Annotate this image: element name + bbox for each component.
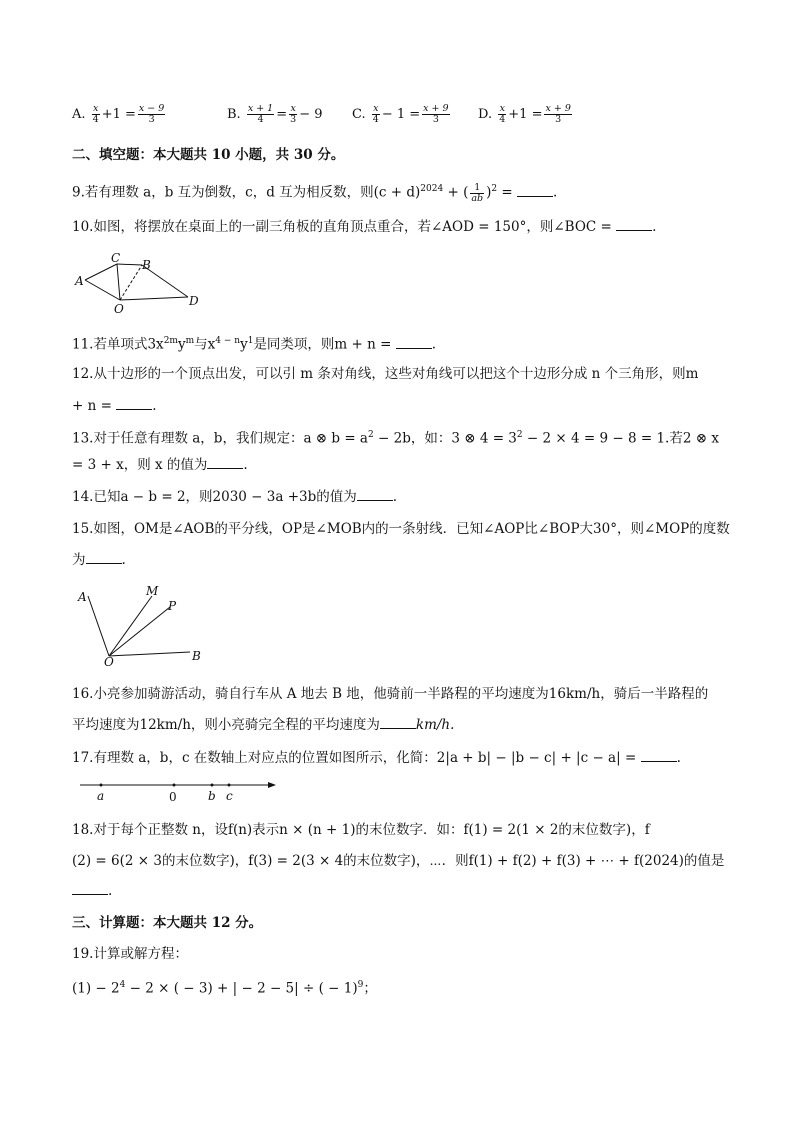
segment-AO	[85, 280, 120, 300]
fraction: $\frac{x + 1}{4}$	[247, 103, 274, 125]
answer-blank	[357, 488, 393, 501]
question-14: 14.已知a − b = 2，则2030 − 3a +3b的值为 .	[72, 489, 398, 505]
answer-blank	[116, 397, 152, 410]
question-12-line1: 12.从十边形的一个顶点出发，可以引 m 条对角线，这些对角线可以把这个十边形分成 n 个三角形，则m	[72, 366, 699, 382]
fraction: $\frac{x}{4}$	[499, 103, 506, 125]
label-C: C	[111, 251, 121, 265]
option-d: D. $\frac{x}{4}$ +1 = $\frac{x + 9}{3}$	[478, 103, 571, 125]
label-O: O	[104, 655, 114, 668]
ray-OA	[88, 596, 109, 656]
fraction: $\frac{x - 9}{3}$	[138, 103, 165, 125]
ray-OP	[109, 607, 170, 656]
answer-blank	[72, 882, 108, 895]
label-P: P	[168, 599, 177, 613]
question-18-line2: (2) = 6(2 × 3的末位数字)，f(3) = 2(3 × 4的末位数字)，⋯．则f(1) + f(2) + f(3) + ⋯ + f(2024)的值是	[72, 853, 725, 869]
number-line	[76, 777, 286, 805]
answer-blank	[616, 218, 652, 231]
question-18-line3: .	[72, 882, 112, 900]
figure-triangles	[70, 250, 210, 316]
question-16-line2: 平均速度为12km/h，则小亮骑完全程的平均速度为 km/h.	[72, 717, 455, 733]
section-heading-calculation: 三、计算题：本大题共 12 分。	[72, 915, 263, 931]
label-zero: 0	[169, 790, 177, 804]
option-c: C. $\frac{x}{4}$ − 1 = $\frac{x + 9}{3}$	[352, 103, 449, 125]
question-13-line2: = 3 + x，则 x 的值为 .	[72, 457, 248, 473]
label-A: A	[75, 274, 84, 288]
figure-angles	[72, 582, 212, 668]
question-11: 11.若单项式$3x^{2m}y^m$与$x^{4 - n}y^1$是同类项，则m + n = .	[72, 336, 437, 353]
point-zero	[173, 784, 176, 787]
fraction: $\frac{x}{3}$	[290, 103, 297, 125]
question-12-line2: + n = .	[72, 398, 157, 414]
answer-blank	[380, 716, 416, 729]
point-b	[211, 784, 214, 787]
ray-OB	[109, 652, 190, 656]
point-a	[100, 784, 103, 787]
segment-OB	[120, 265, 142, 300]
label-b: b	[208, 789, 216, 803]
label-O: O	[114, 302, 124, 316]
segment-CO	[117, 264, 120, 300]
question-17: 17.有理数 a，b，c 在数轴上对应点的位置如图所示，化简：2|a + b| − |b − c| + |c − a| = .	[72, 750, 681, 766]
label-D: D	[189, 294, 199, 308]
label-B: B	[192, 649, 201, 663]
answer-blank	[517, 184, 553, 197]
label-B: B	[142, 258, 151, 272]
option-a: A. $\frac{x}{4}$ +1 = $\frac{x - 9}{3}$	[72, 103, 165, 125]
arrow-head	[268, 782, 276, 788]
segment-OD	[120, 297, 188, 300]
label-a: a	[97, 789, 105, 803]
answer-blank	[86, 551, 122, 564]
fraction: $\frac{1}{ab}$	[471, 181, 484, 204]
question-18-line1: 18.对于每个正整数 n，设f(n)表示n × (n + 1)的末位数字．如：f(1) = 2(1 × 2的末位数字)，f	[72, 822, 650, 838]
answer-blank	[641, 749, 677, 762]
question-10: 10.如图，将摆放在桌面上的一副三角板的直角顶点重合，若∠AOD = 150°，则∠BOC = .	[72, 219, 657, 235]
section-heading-fill-in: 二、填空题：本大题共 10 小题，共 30 分。	[72, 147, 345, 163]
fraction: $\frac{x}{4}$	[92, 103, 99, 125]
answer-blank	[396, 336, 432, 349]
label-M: M	[146, 584, 159, 598]
fraction: $\frac{x + 9}{3}$	[423, 103, 449, 125]
question-15-line1: 15.如图，OM是∠AOB的平分线，OP是∠MOB内的一条射线．已知∠AOP比∠BOP大30°，则∠MOP的度数	[72, 521, 730, 537]
option-b: B. $\frac{x + 1}{4}$ = $\frac{x}{3}$ − 9	[227, 103, 323, 125]
segment-AC	[85, 264, 117, 280]
question-16-line1: 16.小亮参加骑游活动，骑自行车从 A 地去 B 地，他骑前一半路程的平均速度为16km/h，骑后一半路程的	[72, 686, 709, 702]
label-A: A	[78, 590, 87, 604]
fraction: $\frac{x + 9}{3}$	[545, 103, 571, 125]
question-15-line2: 为 .	[72, 552, 126, 568]
label-c: c	[226, 789, 233, 803]
segment-CB	[117, 264, 142, 265]
question-9: 9.若有理数 a，b 互为倒数，c，d 互为相反数，则$(c + d)^{2024}$ + ( $\frac{1}{ab}$ )$^2$ = .	[72, 181, 558, 204]
point-c	[228, 784, 231, 787]
fraction: $\frac{x}{4}$	[372, 103, 379, 125]
question-19-part1: $(1) - 2^4 - 2$ × ( − 3) + | − 2 − 5| ÷ ( − 1)$^9$；	[72, 980, 377, 997]
answer-blank	[207, 456, 243, 469]
question-13-line1: 13.对于任意有理数 a，b，我们规定：a ⊗ $b = a^2 - 2b$，如：3 ⊗ $4 = 3^2 - 2 \times 4 = 9 - 8 = 1$.若2 ⊗ x	[72, 430, 719, 447]
question-19-title: 19.计算或解方程：	[72, 946, 188, 962]
